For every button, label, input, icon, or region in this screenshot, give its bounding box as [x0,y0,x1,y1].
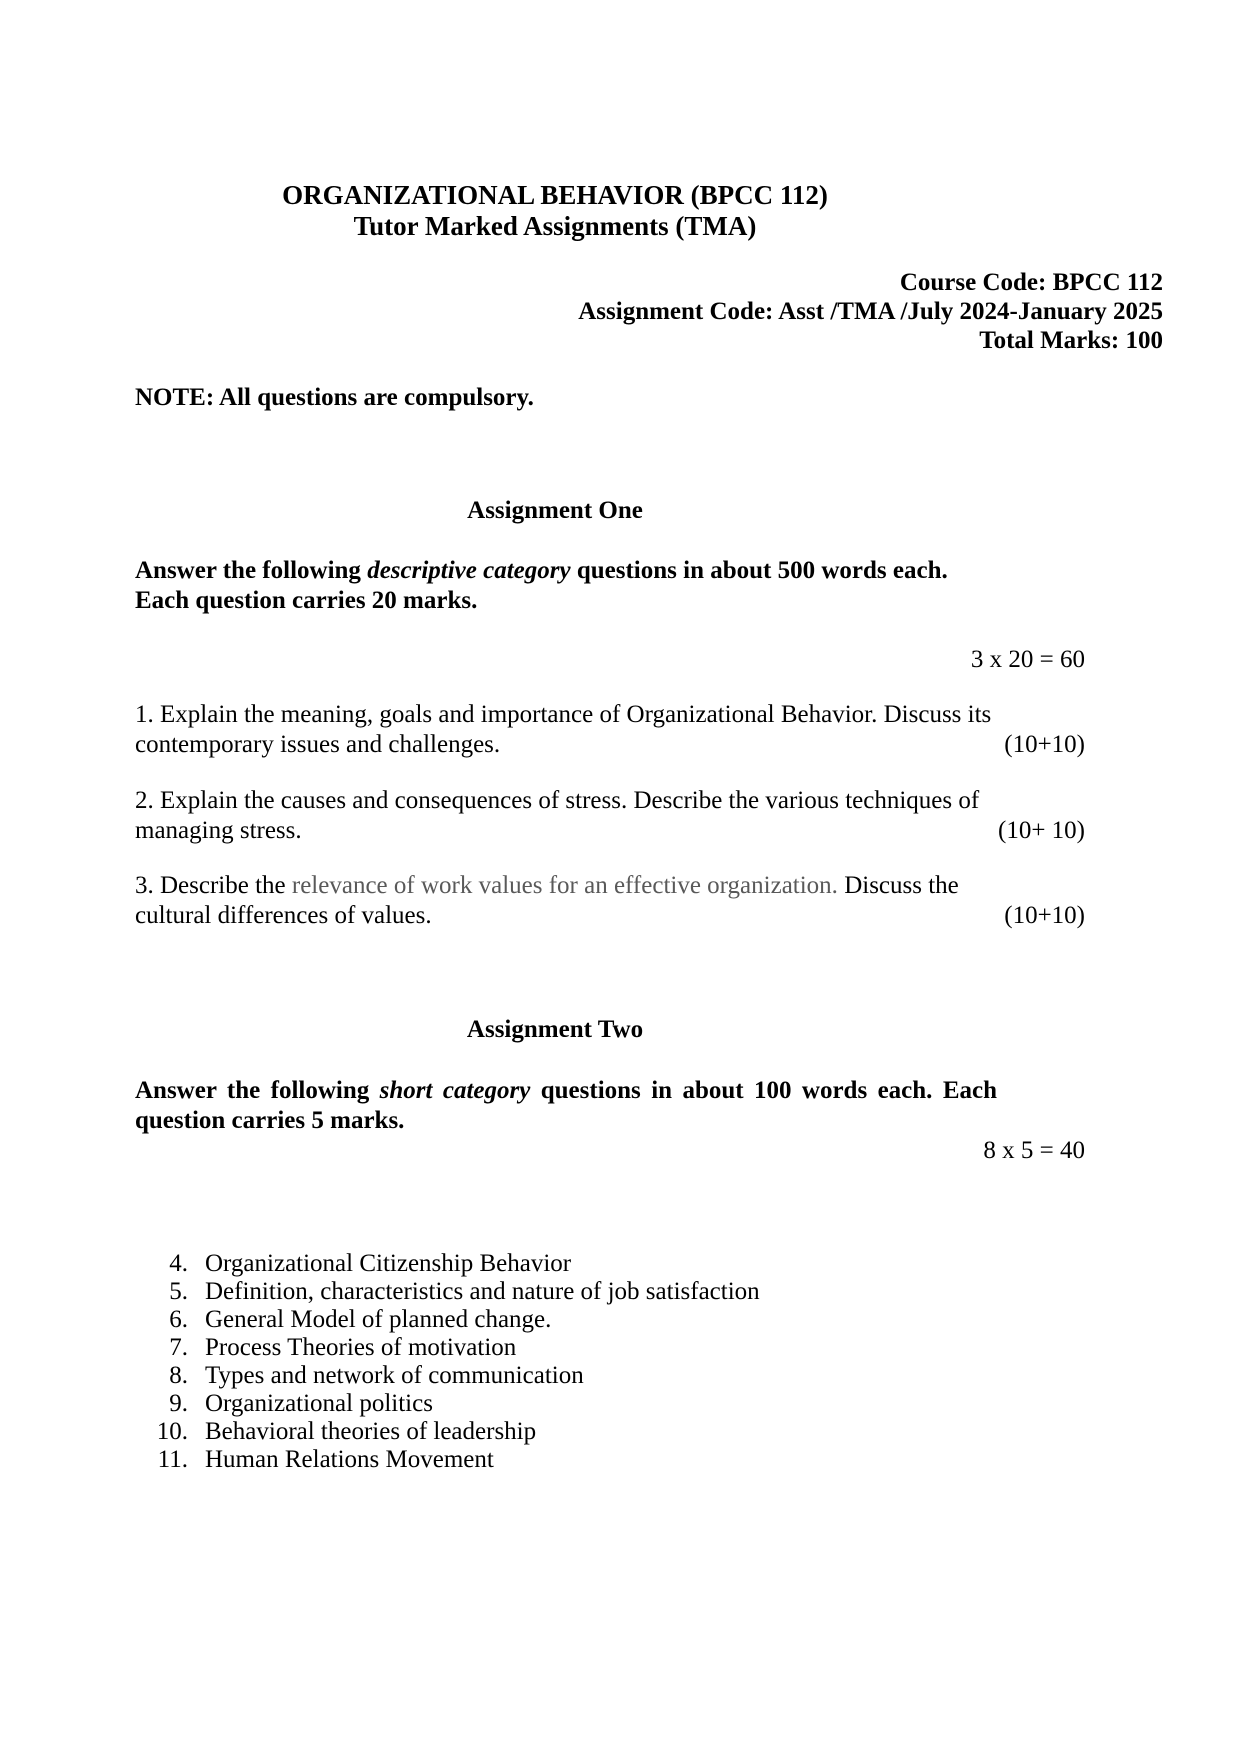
list-item-text: Process Theories of motivation [205,1334,517,1361]
list-item-text: General Model of planned change. [205,1306,552,1333]
assignment-two-heading: Assignment Two [466,1016,644,1043]
assignment-one-marks-formula: 3 x 20 = 60 [970,646,1085,673]
list-item-text: Definition, characteristics and nature of job satisfaction [205,1278,760,1305]
question-2-text: 2. Explain the causes and consequences of stress. Describe the various techniques of managing stress. [135,787,980,844]
assignment-two-marks-formula: 8 x 5 = 40 [983,1137,1085,1164]
instruction-suffix: questions in about 500 words each. Each question carries 20 marks. [135,557,948,614]
question-1-text: 1. Explain the meaning, goals and importance of Organizational Behavior. Discuss its contemporary issues and challenges. [135,701,992,758]
list-item [135,1390,1035,1418]
question-3-text-part1: 3. Describe the [135,872,292,899]
title-line-2: Tutor Marked Assignments (TMA) [353,211,757,241]
assignment-one-instruction [135,556,997,616]
instruction-category-emphasis: short category [379,1077,531,1104]
list-item [135,1306,1035,1334]
list-item-number: 7. [169,1334,188,1361]
instruction-prefix: Answer the following [135,1077,380,1104]
question-2 [135,786,1085,846]
assignment-one-heading: Assignment One [467,497,643,524]
list-item-number: 10. [156,1418,188,1445]
list-item-text: Behavioral theories of leadership [205,1418,537,1445]
list-item-text: Organizational politics [205,1390,433,1417]
list-item [135,1334,1035,1362]
instruction-prefix: Answer the following [135,557,368,584]
list-item-text: Human Relations Movement [205,1446,494,1473]
list-item-number: 9. [169,1390,188,1417]
list-item-number: 5. [169,1278,188,1305]
short-question-list [135,1250,1035,1474]
course-code: Course Code: BPCC 112 [899,269,1163,296]
list-item-text: Types and network of communication [205,1362,584,1389]
question-2-marks: (10+ 10) [998,817,1085,844]
question-3-text-muted: relevance of work values for an effective organization. [291,872,838,899]
instruction-category-emphasis: descriptive category [367,557,571,584]
question-3-marks: (10+10) [1004,902,1085,929]
question-3 [135,871,1085,931]
question-3-text-part2: Discuss the cultural differences of values. [135,872,959,929]
list-item-number: 6. [169,1306,188,1333]
question-1 [135,700,1085,760]
list-item [135,1278,1035,1306]
assignment-two-instruction [135,1076,997,1136]
list-item [135,1446,1035,1474]
instruction-suffix: questions in about 100 words each. Each question carries 5 marks. [135,1077,998,1134]
list-item [135,1418,1035,1446]
list-item [135,1250,1035,1278]
compulsory-note: NOTE: All questions are compulsory. [135,384,534,411]
document-meta [135,268,1163,355]
total-marks: Total Marks: 100 [979,327,1163,354]
title-line-1: ORGANIZATIONAL BEHAVIOR (BPCC 112) [282,180,828,210]
list-item-number: 11. [157,1446,188,1473]
list-item-text: Organizational Citizenship Behavior [205,1250,572,1277]
list-item [135,1362,1035,1390]
list-item-number: 8. [169,1362,188,1389]
question-1-marks: (10+10) [1004,731,1085,758]
question-3-text [135,871,997,931]
document-title [135,180,975,242]
list-item-number: 4. [169,1250,188,1277]
assignment-code: Assignment Code: Asst /TMA /July 2024-January 2025 [578,298,1163,325]
